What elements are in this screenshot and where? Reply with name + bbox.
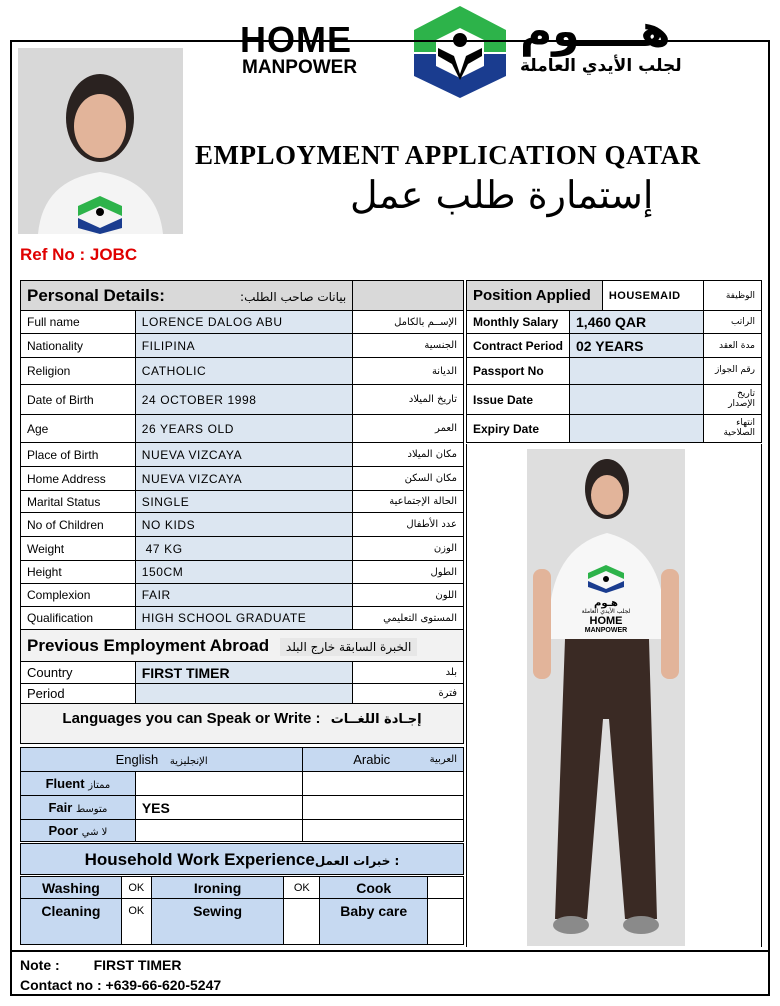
- field-label: Full name: [21, 311, 136, 334]
- period-value: [135, 684, 353, 704]
- level-label-ar: متوسط: [75, 804, 108, 815]
- note-value: FIRST TIMER: [93, 957, 182, 973]
- level-label: Poor: [48, 823, 79, 838]
- field-value-nationality: FILIPINA: [135, 334, 353, 358]
- field-value-religion: CATHOLIC: [135, 358, 353, 385]
- position-label-ar: الوظيفة: [704, 281, 762, 311]
- field-label: Home Address: [21, 467, 136, 491]
- shirt-print-manpower: MANPOWER: [584, 626, 628, 634]
- field-label: Complexion: [21, 584, 136, 607]
- field-value-weight: 47 KG: [135, 537, 353, 561]
- logo-text-manpower: MANPOWER: [242, 57, 358, 78]
- issue-date-label: Issue Date: [467, 385, 570, 415]
- table-row: [21, 662, 464, 684]
- contract-label: Contract Period: [467, 334, 570, 358]
- field-value-place-of-birth: NUEVA VIZCAYA: [135, 443, 353, 467]
- personal-heading-en: Personal Details:: [27, 285, 165, 305]
- field-value-children: NO KIDS: [135, 513, 353, 537]
- english-column-header: [21, 748, 303, 772]
- table-row: [21, 796, 464, 820]
- salary-value: 1,460 QAR: [570, 311, 704, 334]
- field-label-ar: العمر: [353, 415, 464, 443]
- logo-tagline-arabic: لجلب الأيدي العاملة: [520, 56, 682, 76]
- shirt-print: [573, 563, 639, 634]
- field-label-ar: المستوى التعليمي: [353, 607, 464, 630]
- table-row: [21, 513, 464, 537]
- table-row: [467, 385, 762, 415]
- personal-heading-spacer: [353, 281, 464, 311]
- level-label-ar: ممتاز: [88, 780, 111, 791]
- table-row: [21, 820, 464, 842]
- level-label: Fluent: [45, 776, 85, 791]
- fluent-row-label: [21, 772, 136, 796]
- field-label: No of Children: [21, 513, 136, 537]
- position-applied-label: Position Applied: [467, 281, 603, 311]
- shirt-print-arabic-sub: لجلب الأيدي العاملة: [581, 608, 631, 615]
- skill-value-sewing: [284, 899, 320, 945]
- table-row: [21, 877, 464, 899]
- table-row: [21, 584, 464, 607]
- field-label: Height: [21, 561, 136, 584]
- table-row: [467, 334, 762, 358]
- household-heading: [20, 843, 464, 875]
- field-label-ar: الديانة: [353, 358, 464, 385]
- table-row: [21, 334, 464, 358]
- previous-heading-ar: الخبرة السابقة خارج البلد: [280, 638, 417, 656]
- shirt-logo-icon: [586, 563, 626, 593]
- field-label: Date of Birth: [21, 385, 136, 415]
- household-heading-en: Household Work Experience: [84, 850, 315, 869]
- passport-value: [570, 358, 704, 385]
- arabic-fluent-value: [303, 772, 464, 796]
- skill-label-cook: Cook: [320, 877, 428, 899]
- contract-value: 02 YEARS: [570, 334, 704, 358]
- field-value-full-name: LORENCE DALOG ABU: [135, 311, 353, 334]
- english-label-ar: الإنجليزية: [169, 756, 208, 767]
- skill-value-cook: [428, 877, 464, 899]
- expiry-date-label: Expiry Date: [467, 415, 570, 443]
- table-row: [21, 311, 464, 334]
- country-value: FIRST TIMER: [135, 662, 353, 684]
- position-details-table: [466, 280, 762, 443]
- note-label: Note :: [20, 957, 60, 973]
- field-label: Age: [21, 415, 136, 443]
- issue-date-label-ar: تاريخ الإصدار: [704, 385, 762, 415]
- fair-row-label: [21, 796, 136, 820]
- household-heading-ar: خبرات العمل :: [314, 854, 400, 868]
- field-label-ar: عدد الأطفال: [353, 513, 464, 537]
- skill-label-ironing: Ironing: [151, 877, 284, 899]
- note-line: [20, 956, 181, 976]
- level-label: Fair: [48, 800, 73, 815]
- reference-number: Ref No : JOBC: [20, 245, 138, 264]
- expiry-date-label-ar: انتهاء الصلاحية: [704, 415, 762, 443]
- table-row: [21, 443, 464, 467]
- applicant-portrait-photo: [18, 48, 183, 234]
- field-value-date-of-birth: 24 OCTOBER 1998: [135, 385, 353, 415]
- english-fair-value: YES: [135, 796, 302, 820]
- skill-label-baby-care: Baby care: [320, 899, 428, 945]
- table-row: [21, 607, 464, 630]
- field-label-ar: الحالة الإجتماعية: [353, 491, 464, 513]
- skill-value-washing: OK: [121, 877, 151, 899]
- languages-heading-ar: إجـادة اللغــات: [330, 712, 422, 727]
- english-fluent-value: [135, 772, 302, 796]
- field-label-ar: تاريخ الميلاد: [353, 385, 464, 415]
- skill-label-sewing: Sewing: [151, 899, 284, 945]
- table-row: [21, 772, 464, 796]
- field-label-ar: الوزن: [353, 537, 464, 561]
- skill-value-ironing: OK: [284, 877, 320, 899]
- field-label: Weight: [21, 537, 136, 561]
- document-title-arabic: إستمارة طلب عمل: [350, 173, 654, 217]
- logo-text-arabic: هــــوم: [520, 6, 671, 57]
- field-label-ar: الإســم بالكامل: [353, 311, 464, 334]
- table-row: [467, 358, 762, 385]
- poor-row-label: [21, 820, 136, 842]
- field-label-ar: الجنسية: [353, 334, 464, 358]
- arabic-label-ar: العربية: [429, 754, 457, 765]
- field-label-ar: الطول: [353, 561, 464, 584]
- personal-heading-ar: بيانات صاحب الطلب:: [240, 289, 347, 304]
- arabic-label: Arabic: [353, 752, 391, 767]
- field-label-ar: مكان السكن: [353, 467, 464, 491]
- previous-heading-en: Previous Employment Abroad: [27, 635, 270, 655]
- table-row: [21, 358, 464, 385]
- skill-label-cleaning: Cleaning: [21, 899, 122, 945]
- table-row: [21, 415, 464, 443]
- field-label: Religion: [21, 358, 136, 385]
- period-label: Period: [21, 684, 136, 704]
- field-label: Qualification: [21, 607, 136, 630]
- position-applied-value: HOUSEMAID: [602, 281, 703, 311]
- contact-number: Contact no : +639-66-620-5247: [20, 977, 222, 993]
- personal-details-table: [20, 280, 464, 744]
- table-row: [21, 385, 464, 415]
- field-value-qualification: HIGH SCHOOL GRADUATE: [135, 607, 353, 630]
- field-label-ar: مكان الميلاد: [353, 443, 464, 467]
- arabic-fair-value: [303, 796, 464, 820]
- table-row: [21, 561, 464, 584]
- languages-table: [20, 747, 464, 842]
- field-value-height: 150CM: [135, 561, 353, 584]
- field-value-complexion: FAIR: [135, 584, 353, 607]
- household-table: [20, 876, 464, 945]
- level-label-ar: لا شي: [81, 827, 108, 838]
- expiry-date-value: [570, 415, 704, 443]
- table-row: [467, 311, 762, 334]
- shirt-print-home: HOME: [589, 614, 623, 627]
- languages-heading-en: Languages you can Speak or Write :: [62, 710, 321, 727]
- table-row: [21, 684, 464, 704]
- skill-label-washing: Washing: [21, 877, 122, 899]
- salary-label-ar: الراتب: [704, 311, 762, 334]
- country-label-ar: بلد: [353, 662, 464, 684]
- personal-details-heading: [21, 281, 353, 311]
- table-row: [21, 899, 464, 945]
- arabic-poor-value: [303, 820, 464, 842]
- field-value-marital-status: SINGLE: [135, 491, 353, 513]
- field-label-ar: اللون: [353, 584, 464, 607]
- skill-value-baby-care: [428, 899, 464, 945]
- english-poor-value: [135, 820, 302, 842]
- logo-text-home: HOME: [240, 19, 352, 60]
- document-title-english: EMPLOYMENT APPLICATION QATAR: [195, 140, 701, 170]
- english-label: English: [115, 752, 159, 767]
- footer-rule: [12, 950, 768, 952]
- field-label: Place of Birth: [21, 443, 136, 467]
- table-row: [21, 467, 464, 491]
- shirt-print-arabic: هـوم: [594, 598, 618, 609]
- passport-label: Passport No: [467, 358, 570, 385]
- skill-value-cleaning: OK: [121, 899, 151, 945]
- country-label: Country: [21, 662, 136, 684]
- field-label: Nationality: [21, 334, 136, 358]
- field-label: Marital Status: [21, 491, 136, 513]
- passport-label-ar: رقم الجواز: [704, 358, 762, 385]
- contract-label-ar: مدة العقد: [704, 334, 762, 358]
- table-row: [21, 537, 464, 561]
- previous-employment-heading: [21, 630, 464, 662]
- applicant-full-body-photo: [527, 449, 685, 946]
- table-row: [21, 491, 464, 513]
- table-row: [467, 415, 762, 443]
- field-value-home-address: NUEVA VIZCAYA: [135, 467, 353, 491]
- issue-date-value: [570, 385, 704, 415]
- salary-label: Monthly Salary: [467, 311, 570, 334]
- arabic-column-header: [303, 748, 464, 772]
- field-value-age: 26 YEARS OLD: [135, 415, 353, 443]
- languages-heading: [21, 704, 464, 744]
- period-label-ar: فترة: [353, 684, 464, 704]
